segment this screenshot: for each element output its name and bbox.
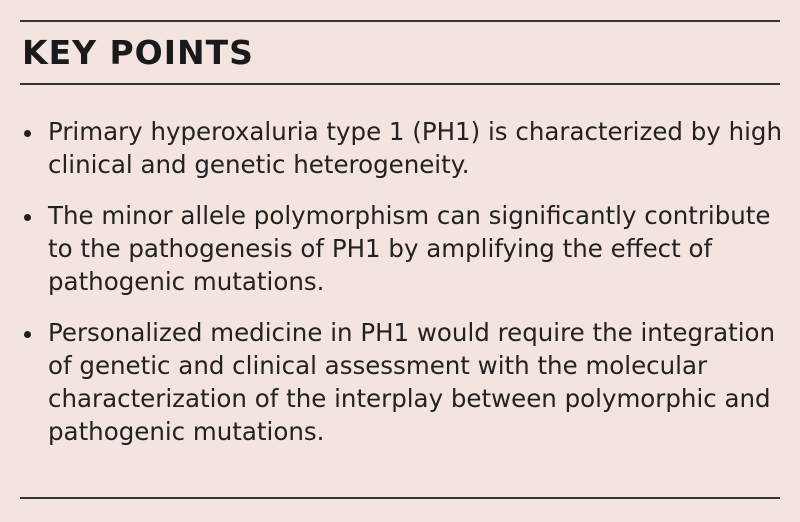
- key-point-text: Primary hyperoxaluria type 1 (PH1) is characterized by high clinical and genetic heterogeneity.: [48, 117, 783, 179]
- bullet-icon: [24, 331, 31, 338]
- top-rule: [20, 20, 780, 22]
- key-point-1: [22, 115, 782, 181]
- title-divider: [20, 83, 780, 85]
- key-point-text: The minor allele polymorphism can significantly contribute to the pathogenesis of PH1 by amplifying the effect of pathogenic mutations.: [48, 201, 771, 296]
- box-title: KEY POINTS: [22, 33, 254, 72]
- key-points-list: [22, 115, 782, 448]
- bottom-rule: [20, 497, 780, 499]
- key-point-2: [22, 199, 782, 298]
- key-point-text: Personalized medicine in PH1 would require the integration of genetic and clinical assessment with the molecular characterization of the interplay between polymorphic and pathogenic mutations.: [48, 318, 776, 446]
- bullet-icon: [24, 214, 31, 221]
- key-point-3: [22, 316, 782, 448]
- bullet-icon: [24, 130, 31, 137]
